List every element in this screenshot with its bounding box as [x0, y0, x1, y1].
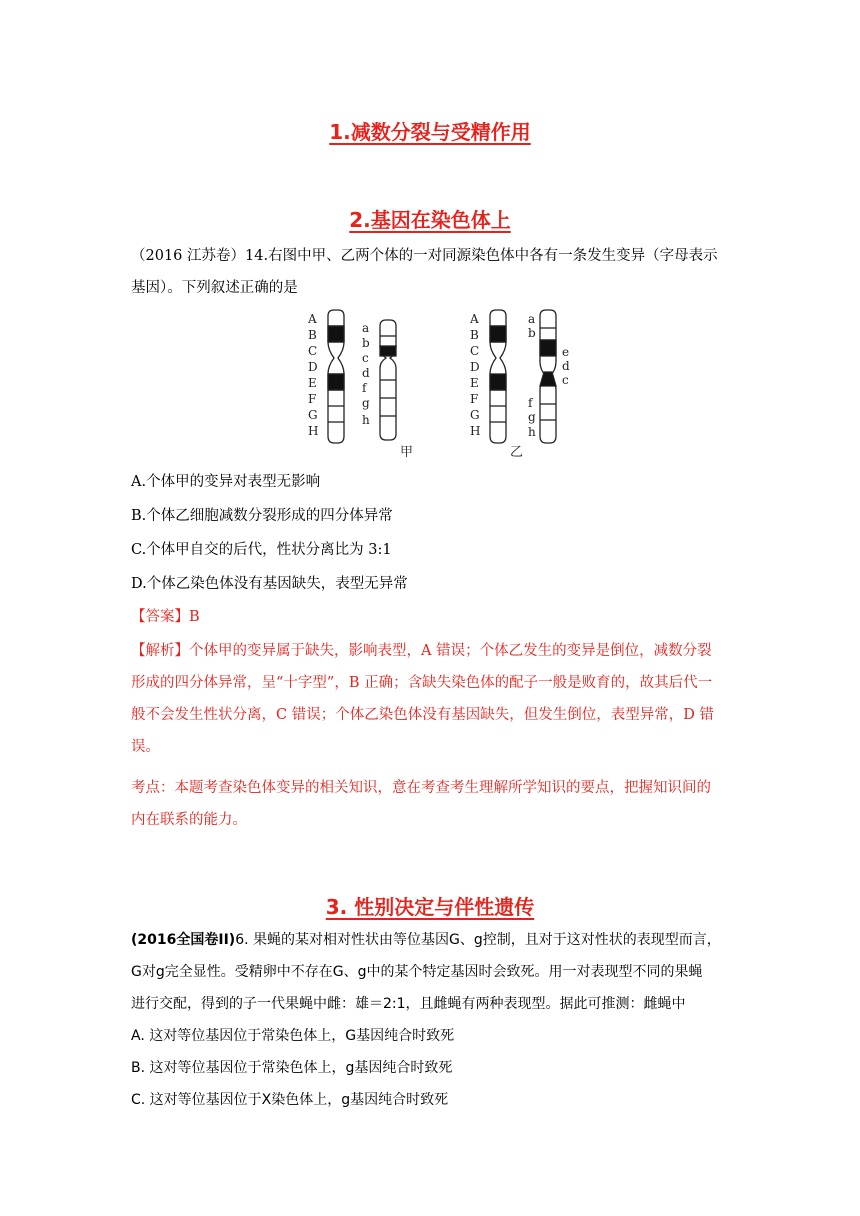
option-a: A. 这对等位基因位于常染色体上，G基因纯合时致死 — [131, 1028, 455, 1044]
option-c: C. 这对等位基因位于X染色体上，g基因纯合时致死 — [131, 1092, 449, 1108]
gene-label: F — [470, 392, 479, 406]
option-d: D.个体乙染色体没有基因缺失，表型无异常 — [131, 576, 408, 592]
gene-label: E — [470, 376, 479, 390]
option-b: B.个体乙细胞减数分裂形成的四分体异常 — [131, 508, 393, 524]
kaodian: 考点：本题考查染色体变异的相关知识，意在考查考生理解所学知识的要点，把握知识间的 内在联系的能力。 — [131, 780, 711, 828]
gene-label: C — [470, 344, 480, 358]
section-title-3: 3. 性别决定与伴性遗传 — [325, 895, 535, 919]
figure-label-jia: 甲 — [400, 445, 414, 460]
gene-label: G — [470, 408, 480, 422]
option-c: C.个体甲自交的后代，性状分离比为 3:1 — [131, 542, 392, 558]
gene-label: f — [528, 396, 533, 410]
gene-label: H — [470, 424, 481, 438]
gene-label: A — [470, 312, 479, 326]
gene-label: C — [308, 344, 318, 358]
question-2-source: (2016全国卷II) — [131, 932, 236, 948]
analysis-label: 【解析】 — [131, 643, 189, 659]
chromosome-figure — [300, 306, 600, 466]
gene-label: e — [562, 345, 570, 359]
gene-label: D — [470, 360, 480, 374]
answer: 【答案】B — [131, 609, 200, 625]
gene-label: B — [470, 328, 479, 342]
option-b: B. 这对等位基因位于常染色体上，g基因纯合时致死 — [131, 1060, 453, 1076]
gene-label: c — [362, 351, 369, 365]
gene-label: g — [528, 410, 536, 424]
analysis: 【解析】个体甲的变异属于缺失，影响表型，A 错误；个体乙发生的变异是倒位，减数分裂 形成的四分体异常，呈“十字型”，B 正确；含缺失染色体的配子一般是败育的，故其后代一 般不会发生性状分离，C 错误；个体乙染色体没有基因缺失，但发生倒位，表型异常，D 错 误。 — [131, 643, 714, 755]
question-1-options — [131, 466, 731, 600]
gene-label: d — [362, 366, 370, 380]
gene-label: a — [528, 312, 536, 326]
gene-label: E — [308, 376, 317, 390]
question-1-source: （2016 江苏卷） — [131, 248, 246, 264]
option-a: A.个体甲的变异对表型无影响 — [131, 474, 321, 490]
gene-label: a — [362, 321, 370, 335]
gene-label: H — [308, 424, 319, 438]
gene-label: D — [308, 360, 318, 374]
gene-label: b — [528, 326, 536, 340]
figure-label-yi: 乙 — [510, 445, 524, 460]
gene-label: h — [528, 425, 536, 439]
gene-label: h — [362, 413, 370, 427]
question-1-stem: （2016 江苏卷）14.右图中甲、乙两个体的一对同源染色体中各有一条发生变异（字母表示 基因）。下列叙述正确的是 — [131, 248, 718, 296]
gene-label: g — [362, 396, 370, 410]
question-2: (2016全国卷II)6. 果蝇的某对相对性状由等位基因G、g控制，且对于这对性状的表现型而言， G对g完全显性。受精卵中不存在G、g中的某个特定基因时会致死。用一对表现型不同的果蝇 进行交配，得到的子一代果蝇中雌：雄＝2:1，且雌蝇有两种表现型。据此可推测：雌蝇中 A. 这对等位基因位于常染色体上，G基因纯合时致死 B. 这对等位基因位于常染色体上，g基因纯合时致死 C. 这对等位基因位于X染色体上，g基因纯合时致死 — [131, 924, 731, 1116]
gene-label: b — [362, 336, 370, 350]
gene-label: f — [362, 381, 367, 395]
gene-label: A — [308, 312, 317, 326]
gene-label: c — [562, 373, 569, 387]
section-title-2: 2.基因在染色体上 — [349, 208, 511, 232]
gene-label: G — [308, 408, 318, 422]
gene-label: B — [308, 328, 317, 342]
gene-label: d — [562, 359, 570, 373]
gene-label: F — [308, 392, 317, 406]
section-title-1: 1.减数分裂与受精作用 — [329, 120, 531, 144]
